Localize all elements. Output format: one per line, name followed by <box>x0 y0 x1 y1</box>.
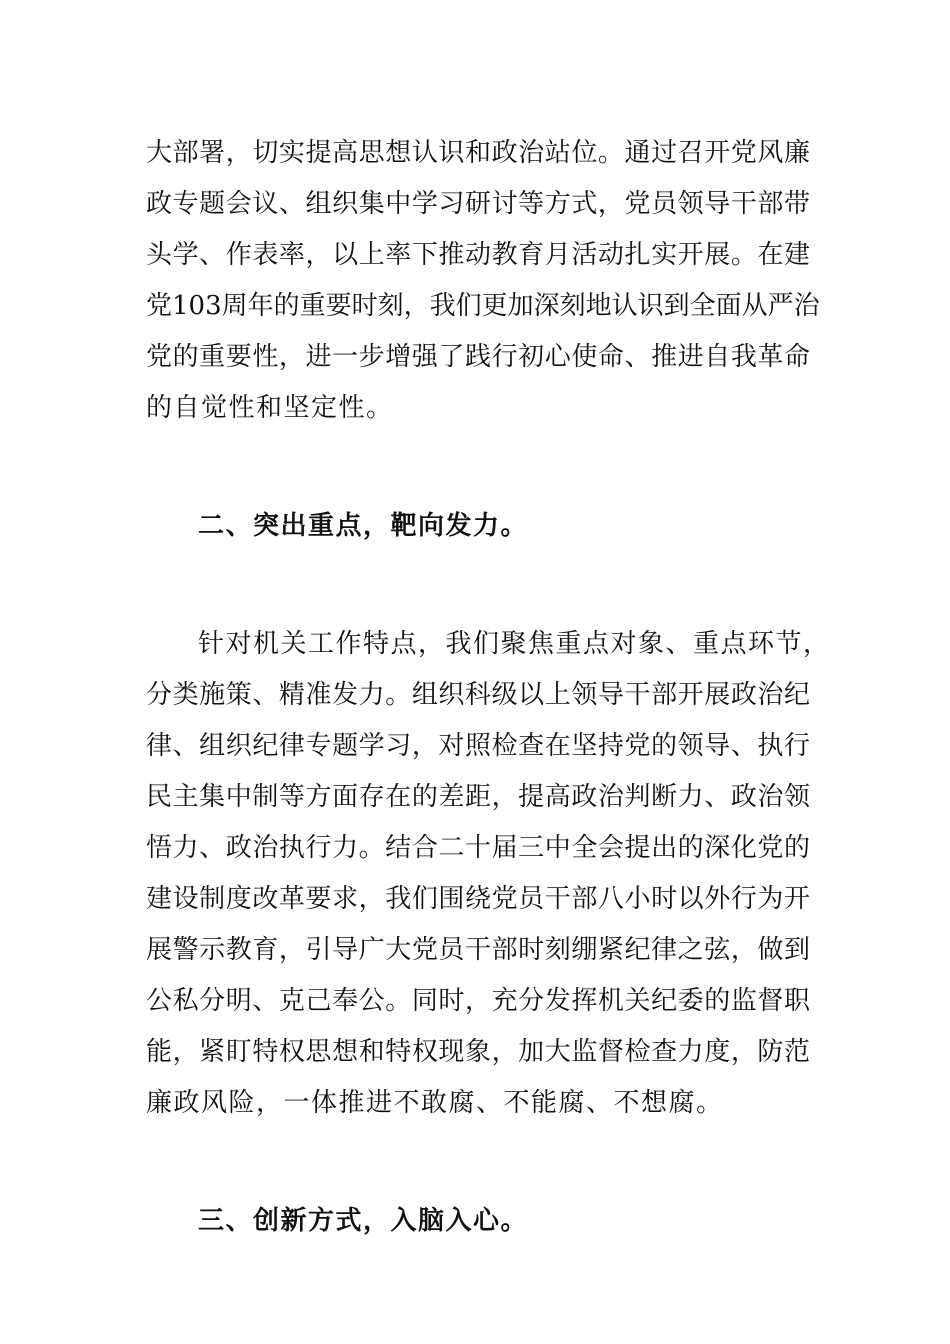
text-line: 党的重要性，进一步增强了践行初心使命、推进自我革命 <box>146 342 810 372</box>
paragraph-section-2 <box>146 619 831 1129</box>
text-line: 民主集中制等方面存在的差距，提高政治判断力、政治领 <box>146 782 810 812</box>
text-line: 分类施策、精准发力。组织科级以上领导干部开展政治纪 <box>146 680 810 710</box>
section-heading-2: 二、突出重点，靶向发力。 <box>198 511 529 541</box>
text-line: 大部署，切实提高思想认识和政治站位。通过召开党风廉 <box>146 138 810 168</box>
document-body <box>146 128 831 1247</box>
text-line: 廉政风险，一体推进不敢腐、不能腐、不想腐。 <box>146 1088 724 1118</box>
text-line: 党103周年的重要时刻，我们更加深刻地认识到全面从严治 <box>146 291 820 321</box>
text-line: 公私分明、克己奉公。同时，充分发挥机关纪委的监督职 <box>146 986 810 1016</box>
text-line: 头学、作表率，以上率下推动教育月活动扎实开展。在建 <box>146 240 810 270</box>
text-line: 展警示教育，引导广大党员干部时刻绷紧纪律之弦，做到 <box>146 935 810 965</box>
text-line: 政专题会议、组织集中学习研讨等方式，党员领导干部带 <box>146 189 810 219</box>
text-line: 律、组织纪律专题学习，对照检查在坚持党的领导、执行 <box>146 731 810 761</box>
text-line: 的自觉性和坚定性。 <box>146 393 394 423</box>
text-line: 悟力、政治执行力。结合二十届三中全会提出的深化党的 <box>146 833 810 863</box>
section-heading-3: 三、创新方式，入脑入心。 <box>198 1206 529 1236</box>
text-line: 能，紧盯特权思想和特权现象，加大监督检查力度，防范 <box>146 1037 810 1067</box>
text-line: 建设制度改革要求，我们围绕党员干部八小时以外行为开 <box>146 884 810 914</box>
text-line: 针对机关工作特点，我们聚焦重点对象、重点环节， <box>198 629 831 659</box>
paragraph-continued <box>146 128 820 434</box>
